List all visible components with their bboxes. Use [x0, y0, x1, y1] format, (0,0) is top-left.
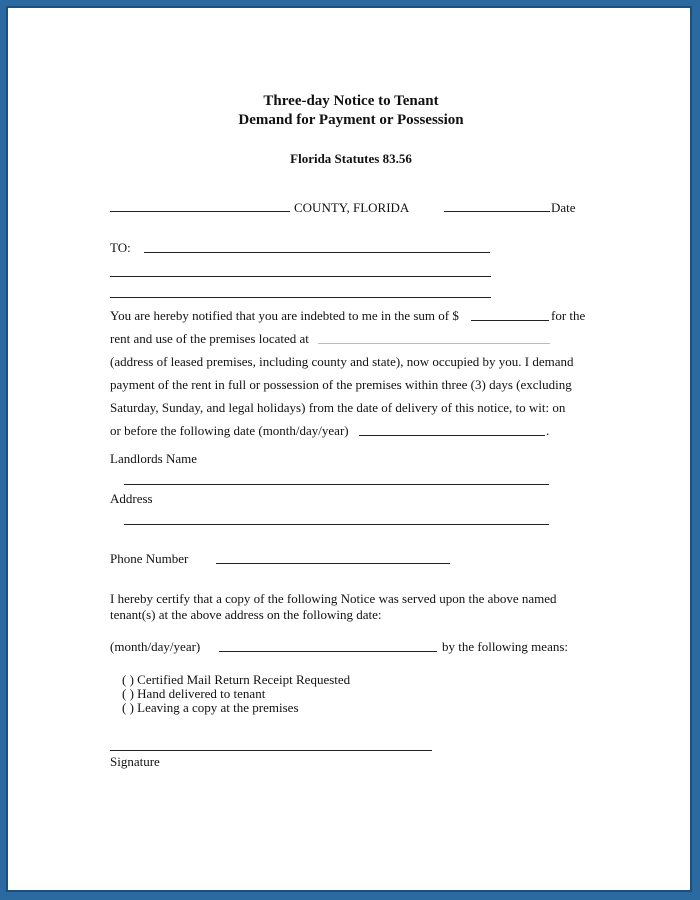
county-blank: [110, 211, 290, 212]
to-blank-3: [110, 297, 491, 298]
service-date-label: (month/day/year): [110, 639, 201, 654]
title-line-1: Three-day Notice to Tenant: [263, 93, 439, 109]
signature-blank: [110, 750, 432, 751]
option-left-copy: ( ) Leaving a copy at the premises: [122, 700, 299, 715]
option-certified-mail: ( ) Certified Mail Return Receipt Requested: [122, 672, 351, 687]
county-label: COUNTY, FLORIDA: [294, 200, 410, 215]
body-line-5: Saturday, Sunday, and legal holidays) from the date of delivery of this notice, to wit: on: [110, 400, 566, 415]
premises-blank: [318, 343, 550, 344]
landlord-name-blank: [124, 484, 549, 485]
landlord-name-label: Landlords Name: [110, 451, 198, 466]
to-blank-1: [144, 252, 490, 253]
certify-line-1: I hereby certify that a copy of the following Notice was served upon the above named: [110, 591, 557, 606]
service-date-blank: [219, 651, 437, 652]
address-label: Address: [110, 491, 153, 506]
to-label: TO:: [110, 240, 131, 255]
notice-document: [8, 8, 694, 894]
body-line-6a: or before the following date (month/day/year): [110, 423, 349, 438]
amount-blank: [471, 320, 549, 321]
statute-reference: Florida Statutes 83.56: [290, 151, 412, 166]
address-blank: [124, 524, 549, 525]
body-line-4: payment of the rent in full or possession of the premises within three (3) days (excluding: [110, 377, 572, 392]
page-frame: [6, 6, 692, 892]
body-line-3: (address of leased premises, including county and state), now occupied by you. I demand: [110, 354, 574, 369]
body-line-2: rent and use of the premises located at: [110, 331, 309, 346]
date-label: Date: [551, 200, 576, 215]
to-blank-2: [110, 276, 491, 277]
option-hand-delivered: ( ) Hand delivered to tenant: [122, 686, 266, 701]
phone-blank: [216, 563, 450, 564]
body-line-1b: for the: [551, 308, 586, 323]
signature-label: Signature: [110, 754, 160, 769]
body-line-1a: You are hereby notified that you are indebted to me in the sum of $: [110, 308, 459, 323]
certify-line-2: tenant(s) at the above address on the following date:: [110, 607, 382, 622]
body-line-6b: .: [546, 423, 550, 438]
deadline-date-blank: [359, 435, 545, 436]
service-means-label: by the following means:: [442, 639, 569, 654]
date-blank: [444, 211, 550, 212]
phone-label: Phone Number: [110, 551, 189, 566]
title-line-2: Demand for Payment or Possession: [238, 112, 464, 128]
